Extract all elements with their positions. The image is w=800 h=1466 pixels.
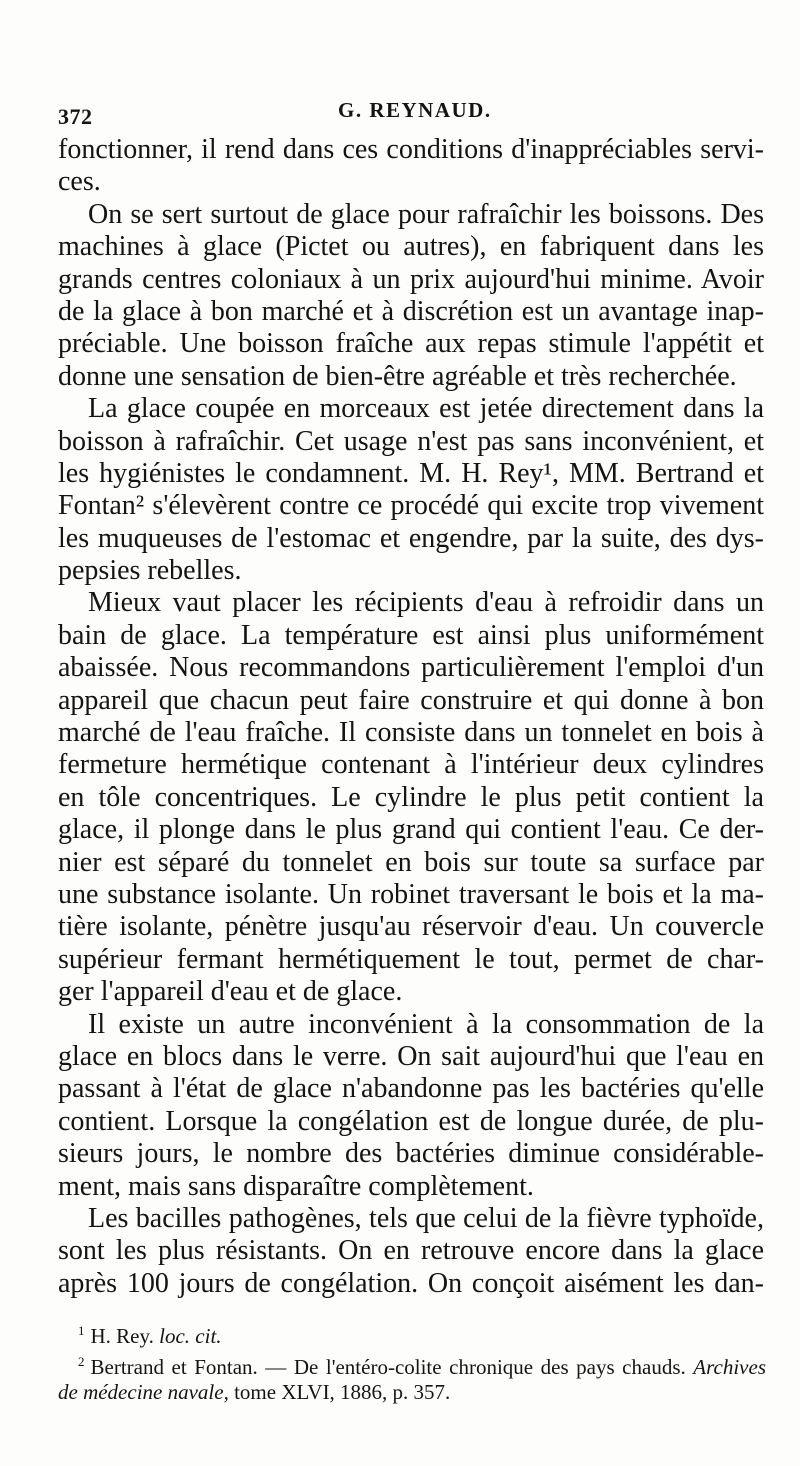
text-line: Fontan² s'élevèrent contre ce procédé qui excite trop vivement bbox=[58, 490, 764, 522]
text-line: Les bacilles pathogènes, tels que celui de la fièvre typhoïde, bbox=[88, 1202, 764, 1234]
text-line: grands centres coloniaux à un prix aujourd'hui minime. Avoir bbox=[58, 263, 764, 295]
footnote-mark: 1 bbox=[78, 1323, 85, 1338]
text-line: préciable. Une boisson fraîche aux repas stimule l'appétit et bbox=[58, 328, 764, 360]
text-line: donne une sensation de bien-être agréable et très recherchée. bbox=[58, 360, 737, 392]
text-line: tière isolante, pénètre jusqu'au réservoir d'eau. Un couvercle bbox=[58, 911, 764, 943]
footnotes bbox=[58, 1318, 766, 1405]
text-line: Il existe un autre inconvénient à la consommation de la bbox=[88, 1008, 764, 1040]
text-line: fonctionner, il rend dans ces conditions d'inappréciables servi- bbox=[58, 134, 764, 165]
text-line: sont les plus résistants. On en retrouve encore dans la glace bbox=[58, 1235, 764, 1267]
text-line: en tôle concentriques. Le cylindre le plus petit contient la bbox=[58, 781, 764, 813]
text-line: contient. Lorsque la congélation est de longue durée, de plu- bbox=[58, 1105, 764, 1137]
footnote-2 bbox=[58, 1349, 766, 1380]
text-line: marché de l'eau fraîche. Il consiste dans un tonnelet en bois à bbox=[58, 717, 764, 749]
text-line: fermeture hermétique contenant à l'intérieur deux cylindres bbox=[58, 749, 764, 781]
text-line: glace, il plonge dans le plus grand qui contient l'eau. Ce der- bbox=[58, 814, 764, 846]
text-line: après 100 jours de congélation. On conçoit aisément les dan- bbox=[58, 1267, 764, 1299]
text-line: machines à glace (Pictet ou autres), en fabriquent dans les bbox=[58, 231, 764, 263]
text-line: une substance isolante. Un robinet traversant le bois et la ma- bbox=[58, 878, 764, 910]
running-head-title: G. REYNAUD. bbox=[338, 98, 492, 122]
running-head bbox=[58, 98, 766, 128]
body-text bbox=[58, 134, 764, 1300]
text-line: pepsies rebelles. bbox=[58, 555, 242, 587]
text-line: On se sert surtout de glace pour rafraîchir les boissons. Des bbox=[88, 198, 764, 230]
footnote-1 bbox=[58, 1318, 766, 1349]
text-line: ment, mais sans disparaître complètement. bbox=[58, 1170, 534, 1202]
footnote-text: H. Rey. bbox=[90, 1324, 154, 1348]
text-line: Mieux vaut placer les récipients d'eau à refroidir dans un bbox=[88, 587, 764, 619]
text-line: passant à l'état de glace n'abandonne pas les bactéries qu'elle bbox=[58, 1073, 764, 1105]
text-line: ces. bbox=[58, 166, 101, 198]
footnote-italic: Archives bbox=[693, 1355, 766, 1379]
text-line: supérieur fermant hermétiquement le tout, permet de char- bbox=[58, 943, 764, 975]
text-line: appareil que chacun peut faire construire et qui donne à bon bbox=[58, 684, 764, 716]
text-line: nier est séparé du tonnelet en bois sur toute sa surface par bbox=[58, 846, 764, 878]
footnote-text: tome XLVI, 1886, p. 357. bbox=[234, 1380, 451, 1404]
text-line: boisson à rafraîchir. Cet usage n'est pas sans inconvénient, et bbox=[58, 425, 764, 457]
page-number: 372 bbox=[58, 104, 93, 129]
text-line: La glace coupée en morceaux est jetée directement dans la bbox=[88, 393, 764, 425]
footnote-italic: loc. cit. bbox=[159, 1324, 222, 1348]
text-line: abaissée. Nous recommandons particulièrement l'emploi d'un bbox=[58, 652, 764, 684]
text-line: de la glace à bon marché et à discrétion est un avantage inap- bbox=[58, 295, 764, 327]
text-line: sieurs jours, le nombre des bactéries diminue considérable- bbox=[58, 1138, 764, 1170]
text-line: les hygiénistes le condamnent. M. H. Rey¹, MM. Bertrand et bbox=[58, 457, 764, 489]
text-line: ger l'appareil d'eau et de glace. bbox=[58, 976, 403, 1008]
text-line: bain de glace. La température est ainsi plus uniformément bbox=[58, 619, 764, 651]
text-line: les muqueuses de l'estomac et engendre, par la suite, des dys- bbox=[58, 522, 764, 554]
footnote-italic: de médecine navale, bbox=[58, 1380, 229, 1404]
footnote-mark: 2 bbox=[78, 1354, 85, 1369]
text-line: glace en blocs dans le verre. On sait aujourd'hui que l'eau en bbox=[58, 1040, 764, 1072]
footnote-2-continued bbox=[58, 1380, 766, 1405]
footnote-text: Bertrand et Fontan. — De l'entéro-colite chronique des pays chauds. bbox=[90, 1355, 686, 1379]
